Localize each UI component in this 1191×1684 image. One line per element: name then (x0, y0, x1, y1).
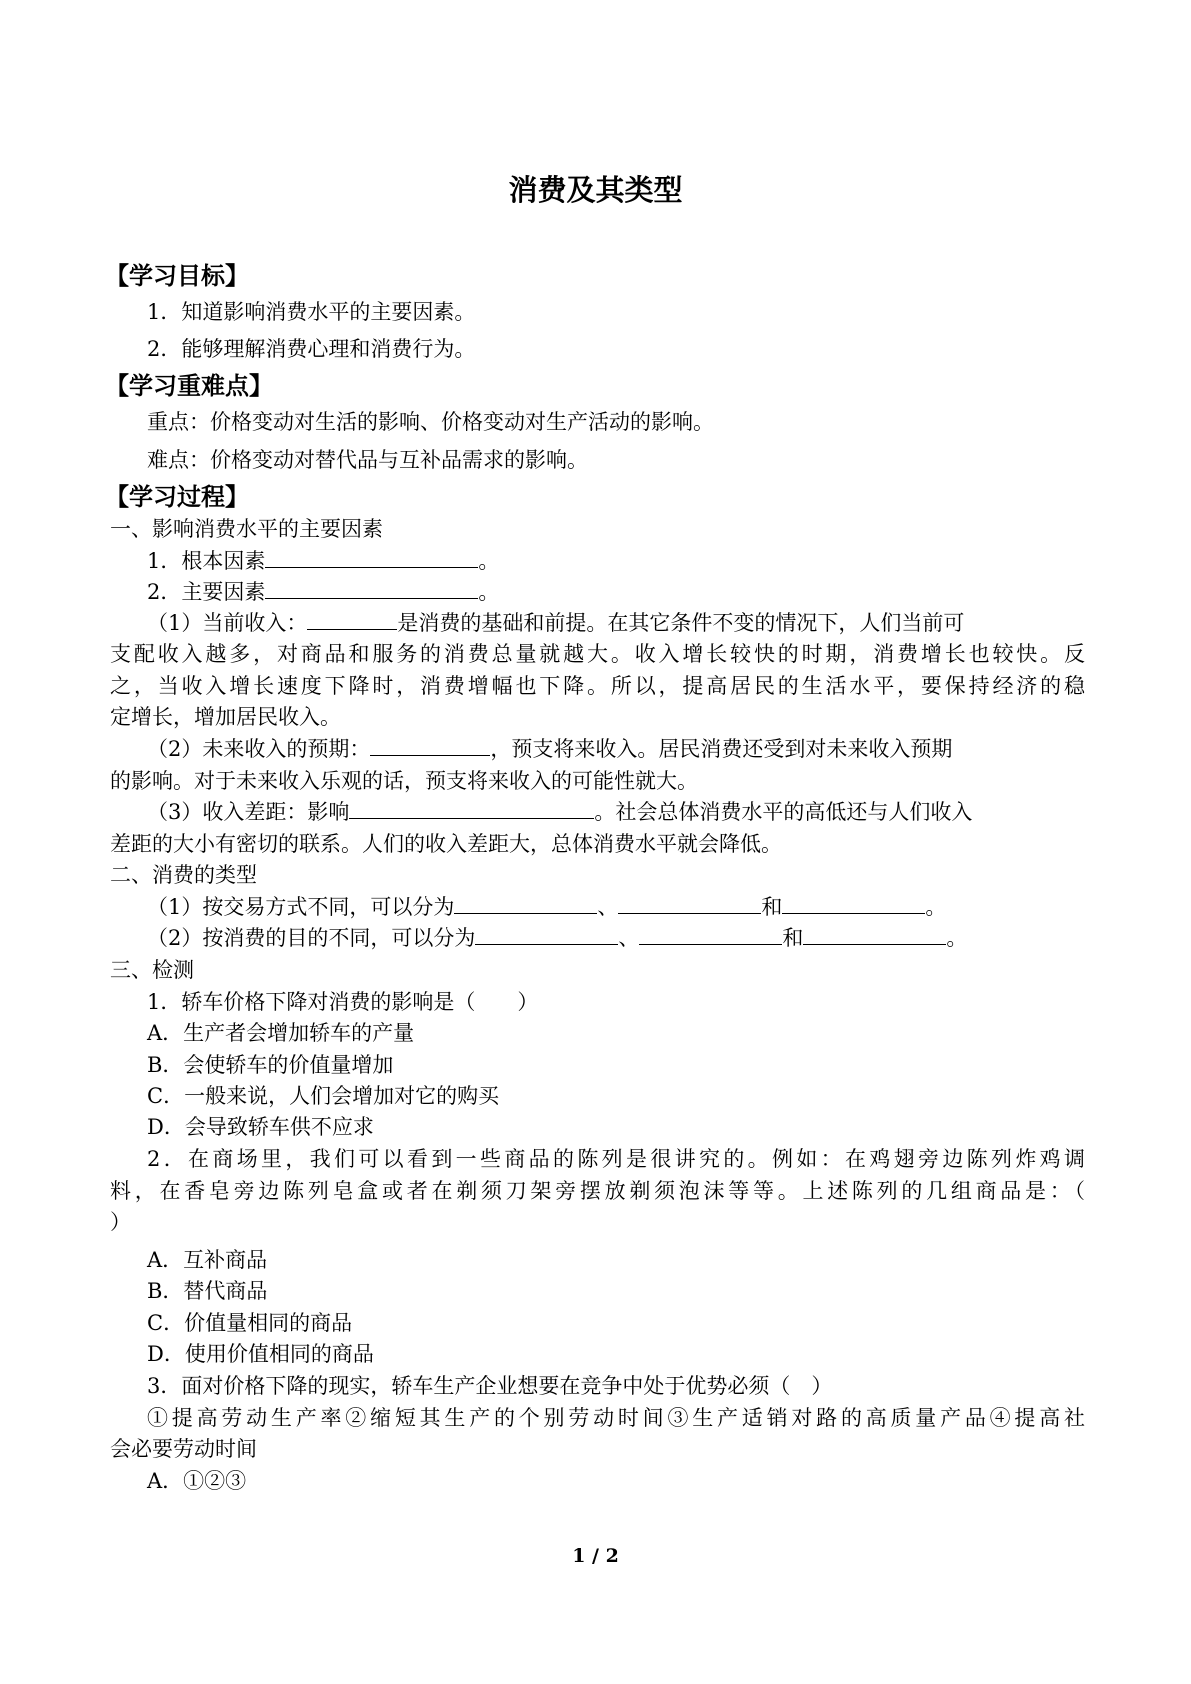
text-span: 是消费的基础和前提。在其它条件不变的情况下，人们当前可 (397, 611, 965, 635)
punctuation: 、 (597, 895, 619, 919)
part-two-title: 二、消费的类型 (110, 863, 257, 887)
fill-in-line (147, 893, 946, 921)
paragraph-line: 支配收入越多，对商品和服务的消费总量就越大。收入增长较快的时期，消费增长也较快。反 (110, 642, 1085, 666)
answer-option: C．一般来说，人们会增加对它的购买 (147, 1084, 500, 1108)
question-text: ） (110, 1210, 131, 1234)
question-text: 3．面对价格下降的现实，轿车生产企业想要在竞争中处于优势必须（ ） (147, 1374, 833, 1398)
section-heading-key-points: 【学习重难点】 (105, 371, 273, 400)
blank-line (639, 925, 782, 945)
punctuation: 。 (946, 926, 968, 950)
goal-item: 2．能够理解消费心理和消费行为。 (147, 337, 476, 361)
answer-option: A．互补商品 (147, 1248, 268, 1272)
section-heading-process: 【学习过程】 (105, 482, 249, 511)
text-span: （1）当前收入： (147, 611, 308, 635)
question-text: 1．轿车价格下降对消费的影响是（ ） (147, 990, 539, 1014)
paragraph-line (147, 798, 972, 826)
blank-line (803, 925, 946, 945)
answer-option: C．价值量相同的商品 (147, 1311, 353, 1335)
question-text: 料，在香皂旁边陈列皂盒或者在剃须刀架旁摆放剃须泡沫等等。上述陈列的几组商品是：（ (110, 1179, 1085, 1203)
goal-item: 1．知道影响消费水平的主要因素。 (147, 300, 476, 324)
blank-line (454, 894, 597, 914)
question-text: 2．在商场里，我们可以看到一些商品的陈列是很讲究的。例如：在鸡翅旁边陈列炸鸡调 (147, 1147, 1085, 1171)
blank-line (349, 799, 594, 819)
section-heading-goals: 【学习目标】 (105, 261, 249, 290)
blank-line (307, 610, 397, 630)
paragraph-line: 定增长，增加居民收入。 (110, 705, 341, 729)
question-line (147, 547, 499, 575)
paragraph-line (147, 609, 964, 637)
page-title: 消费及其类型 (508, 173, 683, 207)
blank-line (265, 548, 478, 568)
answer-option: D．使用价值相同的商品 (147, 1342, 374, 1366)
part-three-title: 三、检测 (110, 958, 194, 982)
paragraph-line: 之，当收入增长速度下降时，消费增幅也下降。所以，提高居民的生活水平，要保持经济的稳 (110, 674, 1085, 698)
question-line (147, 578, 499, 606)
punctuation: 。 (478, 580, 500, 604)
text-span: ，预支将来收入。居民消费还受到对未来收入预期 (490, 737, 953, 761)
blank-line (782, 894, 925, 914)
paragraph-line: 的影响。对于未来收入乐观的话，预支将来收入的可能性就大。 (110, 769, 698, 793)
part-one-title: 一、影响消费水平的主要因素 (110, 517, 383, 541)
question-text: 2．主要因素 (147, 580, 266, 604)
blank-line (370, 736, 490, 756)
punctuation: 。 (478, 549, 500, 573)
answer-option: B．替代商品 (147, 1279, 268, 1303)
answer-option: D．会导致轿车供不应求 (147, 1115, 374, 1139)
blank-line (265, 579, 478, 599)
blank-line (475, 925, 618, 945)
punctuation: 、 (618, 926, 640, 950)
answer-option: A．生产者会增加轿车的产量 (147, 1021, 415, 1045)
key-point: 重点：价格变动对生活的影响、价格变动对生产活动的影响。 (147, 410, 714, 434)
text-span: 和 (782, 926, 804, 950)
punctuation: 。 (925, 895, 947, 919)
text-span: （1）按交易方式不同，可以分为 (147, 895, 455, 919)
question-text: 会必要劳动时间 (110, 1437, 257, 1461)
text-span: （2）未来收入的预期： (147, 737, 371, 761)
question-text: ①提高劳动生产率②缩短其生产的个别劳动时间③生产适销对路的高质量产品④提高社 (147, 1406, 1085, 1430)
question-text: 1．根本因素 (147, 549, 266, 573)
text-span: （2）按消费的目的不同，可以分为 (147, 926, 476, 950)
answer-option: A．①②③ (147, 1469, 247, 1493)
text-span: （3）收入差距：影响 (147, 800, 350, 824)
paragraph-line: 差距的大小有密切的联系。人们的收入差距大，总体消费水平就会降低。 (110, 832, 782, 856)
page-number: 1 / 2 (572, 1545, 619, 1567)
difficult-point: 难点：价格变动对替代品与互补品需求的影响。 (147, 448, 588, 472)
text-span: 。社会总体消费水平的高低还与人们收入 (594, 800, 973, 824)
text-span: 和 (761, 895, 783, 919)
blank-line (618, 894, 761, 914)
paragraph-line (147, 735, 952, 763)
fill-in-line (147, 924, 967, 952)
answer-option: B．会使轿车的价值量增加 (147, 1053, 394, 1077)
